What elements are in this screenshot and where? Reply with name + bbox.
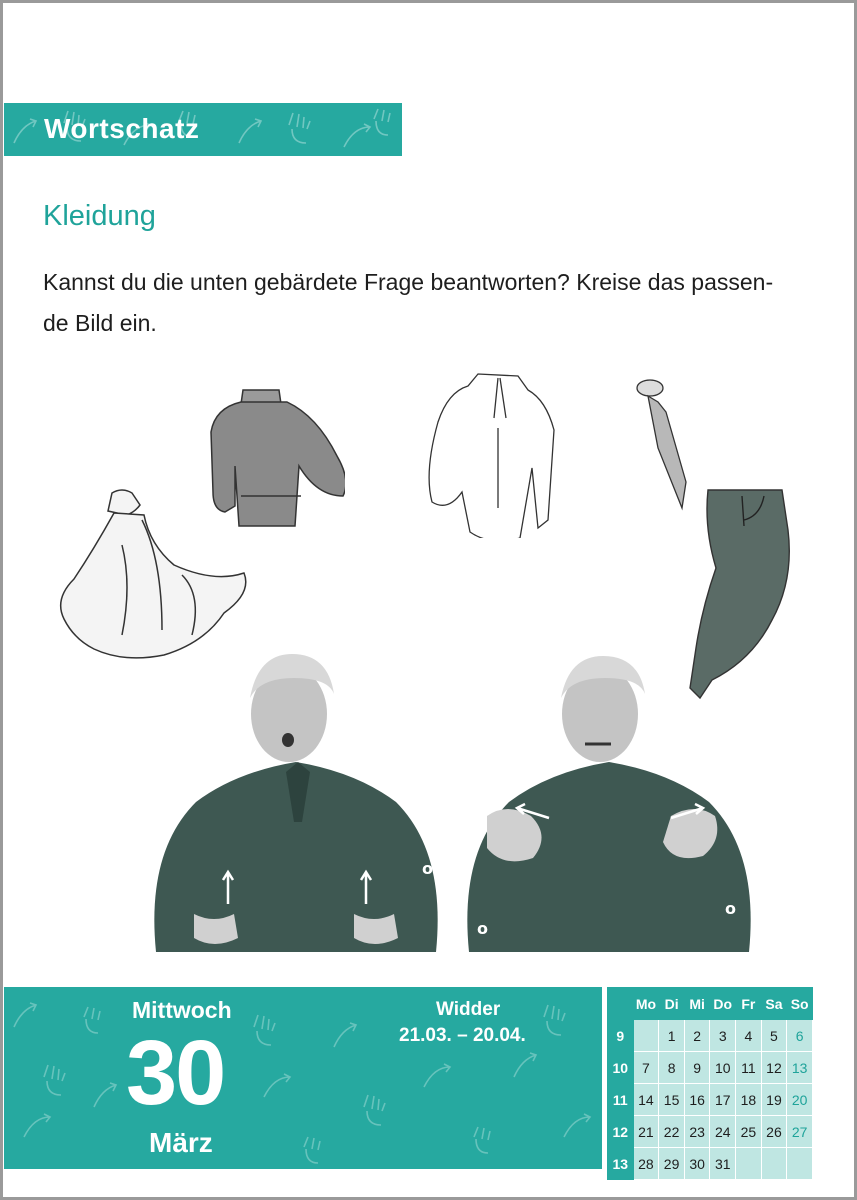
calendar-day: 7 (633, 1052, 659, 1084)
calendar-week-row (608, 1052, 813, 1084)
calendar-day: 28 (633, 1148, 659, 1180)
calendar-day: 16 (684, 1084, 710, 1116)
mini-calendar-table (607, 987, 813, 1180)
calendar-day: 11 (736, 1052, 762, 1084)
calendar-day: 22 (659, 1116, 685, 1148)
weekday-header: Mi (684, 988, 710, 1020)
zodiac-sign: Widder (436, 999, 501, 1020)
topic-title: Kleidung (43, 200, 156, 232)
calendar-day: 25 (736, 1116, 762, 1148)
calendar-day: 23 (684, 1116, 710, 1148)
week-number: 12 (608, 1116, 634, 1148)
date-band (4, 987, 602, 1169)
section-title: Wortschatz (44, 113, 200, 144)
svg-text:o: o (144, 869, 155, 888)
instruction-text (43, 262, 823, 344)
weekday-header: Sa (761, 988, 787, 1020)
day-number: 30 (126, 1022, 225, 1124)
mini-calendar (605, 987, 813, 1172)
calendar-day (633, 1020, 659, 1052)
svg-text:o: o (422, 859, 433, 878)
calendar-day: 4 (736, 1020, 762, 1052)
mini-calendar-header-row (608, 988, 813, 1020)
calendar-day: 8 (659, 1052, 685, 1084)
week-number: 13 (608, 1148, 634, 1180)
calendar-week-row (608, 1084, 813, 1116)
weekday-header: So (787, 988, 813, 1020)
calendar-day: 14 (633, 1084, 659, 1116)
calendar-week-row (608, 1148, 813, 1180)
calendar-day: 10 (710, 1052, 736, 1084)
tie-illustration[interactable] (634, 378, 694, 513)
calendar-day-sunday: 20 (787, 1084, 813, 1116)
calendar-day: 29 (659, 1148, 685, 1180)
calendar-day: 31 (710, 1148, 736, 1180)
weekday-header: Mo (633, 988, 659, 1020)
calendar-week-row (608, 1116, 813, 1148)
signer-photo-1 (136, 652, 454, 952)
calendar-day: 15 (659, 1084, 685, 1116)
calendar-day: 18 (736, 1084, 762, 1116)
calendar-day: 21 (633, 1116, 659, 1148)
calendar-day: 12 (761, 1052, 787, 1084)
calendar-day: 26 (761, 1116, 787, 1148)
month-label: März (149, 1127, 213, 1158)
calendar-day: 2 (684, 1020, 710, 1052)
zodiac-range: 21.03. – 20.04. (399, 1025, 526, 1046)
weekday-header: Di (659, 988, 685, 1020)
shirt-illustration[interactable] (418, 368, 558, 538)
calendar-day-sunday: 6 (787, 1020, 813, 1052)
weekday-header: Fr (736, 988, 762, 1020)
calendar-day-sunday: 13 (787, 1052, 813, 1084)
calendar-day: 19 (761, 1084, 787, 1116)
weekday-label: Mittwoch (132, 997, 232, 1023)
week-number: 11 (608, 1084, 634, 1116)
calendar-day: 3 (710, 1020, 736, 1052)
weekday-header: Do (710, 988, 736, 1020)
svg-text:o: o (477, 919, 488, 938)
calendar-day: 1 (659, 1020, 685, 1052)
calendar-day: 17 (710, 1084, 736, 1116)
signer-photo-2 (465, 656, 755, 952)
calendar-day: 24 (710, 1116, 736, 1148)
calendar-day-sunday: 27 (787, 1116, 813, 1148)
calendar-day: 9 (684, 1052, 710, 1084)
calendar-day-sunday (787, 1148, 813, 1180)
hands-pattern-icon (4, 987, 602, 1169)
calendar-day: 30 (684, 1148, 710, 1180)
section-header-band (4, 103, 402, 156)
week-number: 10 (608, 1052, 634, 1084)
mini-calendar-corner (608, 988, 634, 1020)
calendar-day (736, 1148, 762, 1180)
sweater-illustration[interactable] (205, 388, 345, 528)
instruction-line-2: de Bild ein. (43, 310, 157, 336)
instruction-line-1: Kannst du die unten gebärdete Frage beantworten? Kreise das passen- (43, 269, 774, 295)
svg-text:o: o (725, 899, 736, 918)
calendar-day (761, 1148, 787, 1180)
calendar-day: 5 (761, 1020, 787, 1052)
week-number: 9 (608, 1020, 634, 1052)
calendar-week-row (608, 1020, 813, 1052)
